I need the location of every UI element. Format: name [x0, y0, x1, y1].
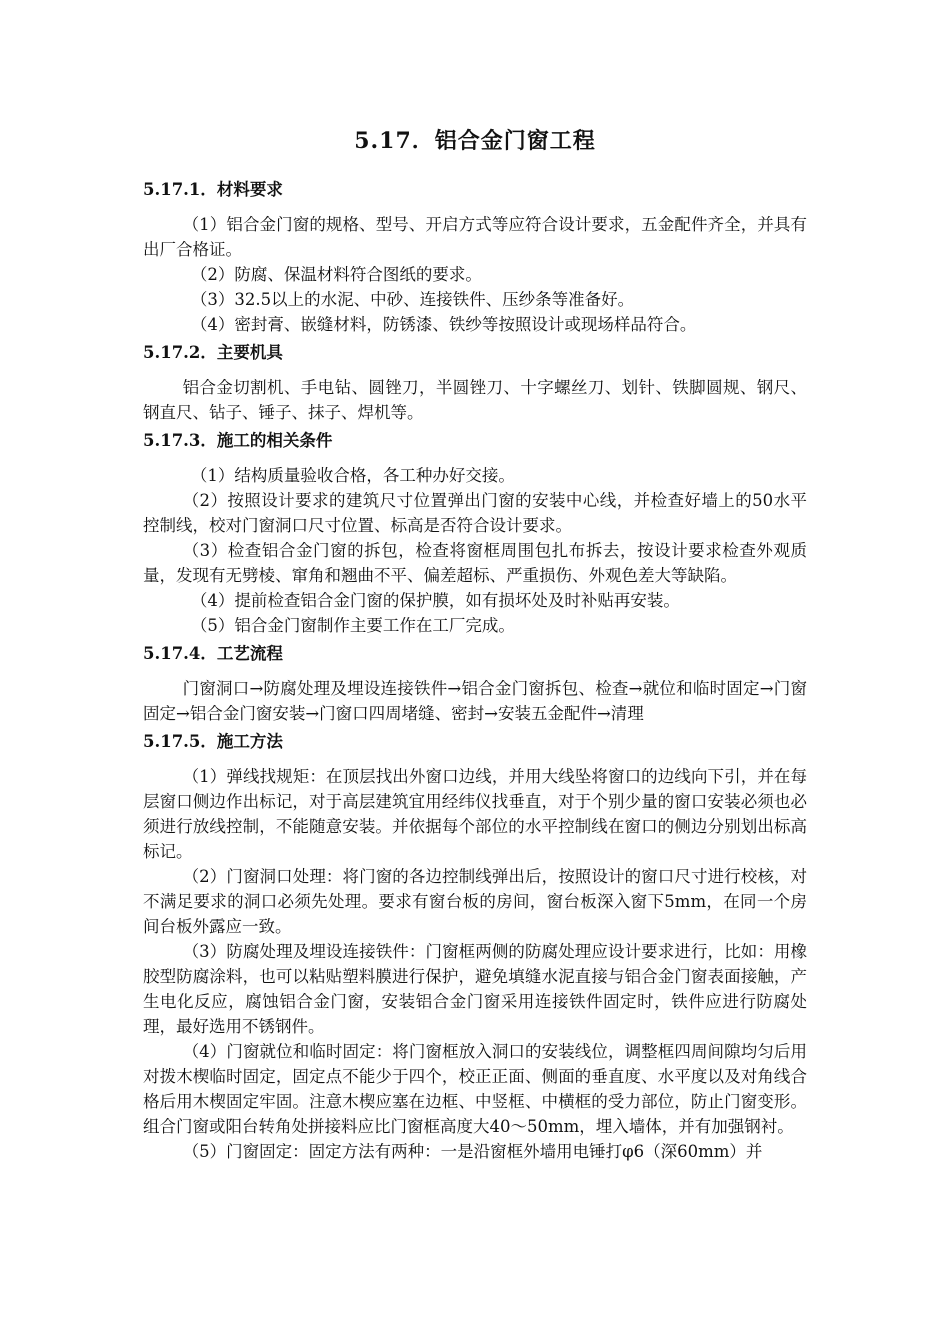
- paragraph: （1）铝合金门窗的规格、型号、开启方式等应符合设计要求，五金配件齐全，并具有出厂合格证。: [143, 215, 807, 259]
- paragraph: （3）检查铝合金门窗的拆包，检查将窗框周围包扎布拆去，按设计要求检查外观质量，发现有无劈棱、窜角和翘曲不平、偏差超标、严重损伤、外观色差大等缺陷。: [143, 541, 807, 585]
- section-heading-conditions: 5.17.3．施工的相关条件: [143, 431, 333, 450]
- paragraph: （1）弹线找规矩：在顶层找出外窗口边线，并用大线坠将窗口的边线向下引，并在每层窗口侧边作出标记，对于高层建筑宜用经纬仪找垂直，对于个别少量的窗口安装必须也必须进行放线控制，不能随意安装。并依据每个部位的水平控制线在窗口的侧边分别划出标高标记。: [143, 767, 807, 861]
- paragraph: （2）按照设计要求的建筑尺寸位置弹出门窗的安装中心线，并检查好墙上的50水平控制线，校对门窗洞口尺寸位置、标高是否符合设计要求。: [143, 491, 807, 535]
- section-heading-process: 5.17.4．工艺流程: [143, 644, 283, 663]
- paragraph: （4）提前检查铝合金门窗的保护膜，如有损坏处及时补贴再安装。: [190, 591, 680, 610]
- paragraph: （3）32.5以上的水泥、中砂、连接铁件、压纱条等准备好。: [190, 290, 635, 309]
- section-heading-materials: 5.17.1．材料要求: [143, 180, 283, 199]
- paragraph: （3）防腐处理及埋设连接铁件：门窗框两侧的防腐处理应设计要求进行，比如：用橡胶型防腐涂料，也可以粘贴塑料膜进行保护，避免填缝水泥直接与铝合金门窗表面接触，产生电化反应，腐蚀铝合金门窗，安装铝合金门窗采用连接铁件固定时，铁件应进行防腐处理，最好选用不锈钢件。: [143, 942, 807, 1036]
- paragraph: （4）密封膏、嵌缝材料，防锈漆、铁纱等按照设计或现场样品符合。: [190, 315, 697, 334]
- paragraph: （5）门窗固定：固定方法有两种：一是沿窗框外墙用电锤打φ6（深60mm）并: [182, 1142, 763, 1161]
- paragraph: （2）门窗洞口处理：将门窗的各边控制线弹出后，按照设计的窗口尺寸进行校核，对不满足要求的洞口必须先处理。要求有窗台板的房间，窗台板深入窗下5mm，在同一个房间台板外露应一致。: [143, 867, 807, 936]
- paragraph: 铝合金切割机、手电钻、圆锉刀，半圆锉刀、十字螺丝刀、划针、铁脚圆规、钢尺、钢直尺、钻子、锤子、抹子、焊机等。: [143, 378, 807, 422]
- paragraph: （2）防腐、保温材料符合图纸的要求。: [190, 265, 482, 284]
- paragraph: （1）结构质量验收合格，各工种办好交接。: [190, 466, 515, 485]
- paragraph: （5）铝合金门窗制作主要工作在工厂完成。: [190, 616, 515, 635]
- paragraph: 门窗洞口→防腐处理及埋设连接铁件→铝合金门窗拆包、检查→就位和临时固定→门窗固定→铝合金门窗安装→门窗口四周堵缝、密封→安装五金配件→清理: [143, 679, 807, 723]
- page-title: 5.17．铝合金门窗工程: [354, 128, 596, 154]
- paragraph: （4）门窗就位和临时固定：将门窗框放入洞口的安装线位，调整框四周间隙均匀后用对拨木楔临时固定，固定点不能少于四个，校正正面、侧面的垂直度、水平度以及对角线合格后用木楔固定牢固。注意木楔应塞在边框、中竖框、中横框的受力部位，防止门窗变形。组合门窗或阳台转角处拼接料应比门窗框高度大40～50mm，埋入墙体，并有加强钢衬。: [143, 1042, 807, 1136]
- section-heading-methods: 5.17.5．施工方法: [143, 732, 283, 751]
- section-heading-tools: 5.17.2．主要机具: [143, 343, 283, 362]
- document-body: [143, 174, 807, 1164]
